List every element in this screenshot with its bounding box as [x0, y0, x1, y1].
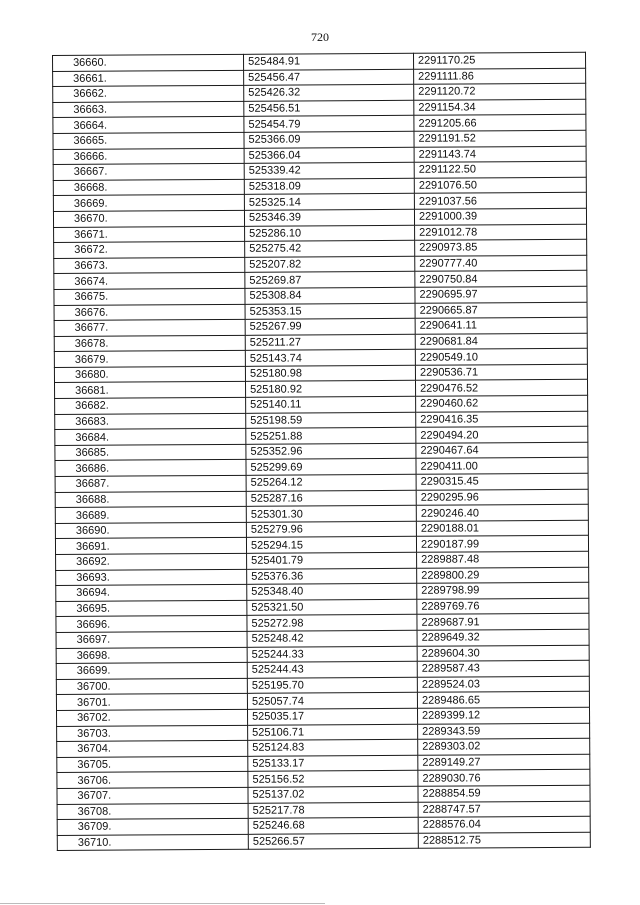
- y-coordinate-cell: 2291000.39: [414, 208, 586, 225]
- point-id-cell: 36678.: [54, 335, 245, 352]
- point-id-cell: 36688.: [55, 491, 246, 508]
- y-coordinate-cell: 2290411.00: [416, 458, 588, 475]
- point-id-cell: 36666.: [53, 148, 244, 165]
- x-coordinate-cell: 525484.91: [243, 53, 413, 70]
- point-id-cell: 36690.: [55, 522, 246, 539]
- y-coordinate-cell: 2290467.64: [416, 442, 588, 459]
- x-coordinate-cell: 525279.96: [246, 521, 416, 538]
- x-coordinate-cell: 525267.99: [245, 318, 415, 335]
- x-coordinate-cell: 525456.47: [244, 69, 414, 86]
- x-coordinate-cell: 525137.02: [248, 786, 418, 803]
- y-coordinate-cell: 2290973.85: [415, 239, 587, 256]
- x-coordinate-cell: 525266.57: [248, 833, 418, 850]
- x-coordinate-cell: 525217.78: [248, 802, 418, 819]
- x-coordinate-cell: 525251.88: [246, 428, 416, 445]
- point-id-cell: 36684.: [55, 429, 246, 446]
- x-coordinate-cell: 525246.68: [248, 817, 418, 834]
- x-coordinate-cell: 525140.11: [246, 396, 416, 413]
- point-id-cell: 36661.: [53, 70, 244, 87]
- point-id-cell: 36686.: [55, 460, 246, 477]
- point-id-cell: 36707.: [57, 787, 248, 804]
- x-coordinate-cell: 525325.14: [244, 194, 414, 211]
- y-coordinate-cell: 2289604.30: [417, 645, 589, 662]
- y-coordinate-cell: 2290750.84: [415, 271, 587, 288]
- page-bottom-edge: [0, 903, 325, 904]
- x-coordinate-cell: 525207.82: [245, 256, 415, 273]
- x-coordinate-cell: 525248.42: [247, 630, 417, 647]
- point-id-cell: 36699.: [56, 662, 247, 679]
- y-coordinate-cell: 2290549.10: [415, 349, 587, 366]
- x-coordinate-cell: 525244.33: [247, 646, 417, 663]
- x-coordinate-cell: 525348.40: [247, 583, 417, 600]
- point-id-cell: 36701.: [56, 694, 247, 711]
- point-id-cell: 36662.: [53, 86, 244, 103]
- y-coordinate-cell: 2290681.84: [415, 333, 587, 350]
- point-id-cell: 36674.: [54, 273, 245, 290]
- point-id-cell: 36702.: [57, 709, 248, 726]
- x-coordinate-cell: 525180.92: [245, 381, 415, 398]
- x-coordinate-cell: 525339.42: [244, 162, 414, 179]
- y-coordinate-cell: 2289343.59: [418, 723, 590, 740]
- y-coordinate-cell: 2288854.59: [418, 785, 590, 802]
- y-coordinate-cell: 2290476.52: [415, 380, 587, 397]
- y-coordinate-cell: 2290665.87: [415, 302, 587, 319]
- y-coordinate-cell: 2290777.40: [415, 255, 587, 272]
- y-coordinate-cell: 2288576.04: [418, 816, 590, 833]
- point-id-cell: 36708.: [57, 803, 248, 820]
- y-coordinate-cell: 2291111.86: [414, 68, 586, 85]
- y-coordinate-cell: 2290460.62: [416, 395, 588, 412]
- y-coordinate-cell: 2288747.57: [418, 801, 590, 818]
- x-coordinate-cell: 525401.79: [247, 552, 417, 569]
- point-id-cell: 36671.: [54, 226, 245, 243]
- x-coordinate-cell: 525426.32: [244, 84, 414, 101]
- y-coordinate-cell: 2290641.11: [415, 317, 587, 334]
- point-id-cell: 36697.: [56, 631, 247, 648]
- x-coordinate-cell: 525106.71: [248, 724, 418, 741]
- y-coordinate-cell: 2290695.97: [415, 286, 587, 303]
- point-id-cell: 36694.: [56, 585, 247, 602]
- y-coordinate-cell: 2291076.50: [414, 177, 586, 194]
- y-coordinate-cell: 2288512.75: [418, 832, 590, 849]
- point-id-cell: 36681.: [55, 382, 246, 399]
- y-coordinate-cell: 2289687.91: [417, 614, 589, 631]
- y-coordinate-cell: 2291205.66: [414, 115, 586, 132]
- point-id-cell: 36677.: [54, 319, 245, 336]
- point-id-cell: 36669.: [53, 195, 244, 212]
- point-id-cell: 36672.: [54, 241, 245, 258]
- point-id-cell: 36676.: [54, 304, 245, 321]
- point-id-cell: 36668.: [53, 179, 244, 196]
- y-coordinate-cell: 2291154.34: [414, 99, 586, 116]
- point-id-cell: 36698.: [56, 647, 247, 664]
- x-coordinate-cell: 525143.74: [245, 350, 415, 367]
- x-coordinate-cell: 525352.96: [246, 443, 416, 460]
- x-coordinate-cell: 525057.74: [247, 693, 417, 710]
- y-coordinate-cell: 2289649.32: [417, 629, 589, 646]
- point-id-cell: 36687.: [55, 475, 246, 492]
- y-coordinate-cell: 2290416.35: [416, 411, 588, 428]
- y-coordinate-cell: 2290315.45: [416, 473, 588, 490]
- point-id-cell: 36680.: [54, 366, 245, 383]
- y-coordinate-cell: 2289769.76: [417, 598, 589, 615]
- y-coordinate-cell: 2291037.56: [414, 193, 586, 210]
- y-coordinate-cell: 2290188.01: [416, 520, 588, 537]
- x-coordinate-cell: 525366.09: [244, 131, 414, 148]
- point-id-cell: 36663.: [53, 101, 244, 118]
- coordinate-table-container: [52, 52, 567, 851]
- y-coordinate-cell: 2289399.12: [417, 707, 589, 724]
- point-id-cell: 36695.: [56, 600, 247, 617]
- y-coordinate-cell: 2290295.96: [416, 489, 588, 506]
- point-id-cell: 36667.: [53, 163, 244, 180]
- x-coordinate-cell: 525321.50: [247, 599, 417, 616]
- y-coordinate-cell: 2289887.48: [417, 551, 589, 568]
- point-id-cell: 36709.: [57, 818, 248, 835]
- x-coordinate-cell: 525211.27: [245, 334, 415, 351]
- x-coordinate-cell: 525299.69: [246, 459, 416, 476]
- y-coordinate-cell: 2289587.43: [417, 660, 589, 677]
- y-coordinate-cell: 2289798.99: [417, 582, 589, 599]
- point-id-cell: 36660.: [53, 54, 244, 71]
- x-coordinate-cell: 525301.30: [246, 506, 416, 523]
- x-coordinate-cell: 525286.10: [245, 225, 415, 242]
- x-coordinate-cell: 525244.43: [247, 661, 417, 678]
- x-coordinate-cell: 525287.16: [246, 490, 416, 507]
- x-coordinate-cell: 525275.42: [245, 240, 415, 257]
- x-coordinate-cell: 525376.36: [247, 568, 417, 585]
- point-id-cell: 36665.: [53, 132, 244, 149]
- x-coordinate-cell: 525133.17: [248, 755, 418, 772]
- x-coordinate-cell: 525294.15: [246, 537, 416, 554]
- x-coordinate-cell: 525156.52: [248, 771, 418, 788]
- page-number: 720: [311, 30, 329, 44]
- point-id-cell: 36696.: [56, 616, 247, 633]
- x-coordinate-cell: 525180.98: [245, 365, 415, 382]
- y-coordinate-cell: 2289800.29: [417, 567, 589, 584]
- y-coordinate-cell: 2289303.02: [418, 738, 590, 755]
- x-coordinate-cell: 525035.17: [248, 708, 418, 725]
- x-coordinate-cell: 525456.51: [244, 100, 414, 117]
- y-coordinate-cell: 2291122.50: [414, 161, 586, 178]
- point-id-cell: 36705.: [57, 756, 248, 773]
- y-coordinate-cell: 2291120.72: [414, 83, 586, 100]
- point-id-cell: 36703.: [57, 725, 248, 742]
- coordinate-table-body: [53, 52, 591, 851]
- point-id-cell: 36693.: [56, 569, 247, 586]
- point-id-cell: 36700.: [56, 678, 247, 695]
- x-coordinate-cell: 525195.70: [247, 677, 417, 694]
- y-coordinate-cell: 2291143.74: [414, 146, 586, 163]
- y-coordinate-cell: 2290536.71: [415, 364, 587, 381]
- y-coordinate-cell: 2291012.78: [415, 224, 587, 241]
- point-id-cell: 36675.: [54, 288, 245, 305]
- y-coordinate-cell: 2291170.25: [413, 52, 585, 69]
- x-coordinate-cell: 525346.39: [244, 209, 414, 226]
- x-coordinate-cell: 525353.15: [245, 303, 415, 320]
- point-id-cell: 36673.: [54, 257, 245, 274]
- x-coordinate-cell: 525198.59: [246, 412, 416, 429]
- point-id-cell: 36682.: [55, 397, 246, 414]
- y-coordinate-cell: 2290246.40: [416, 504, 588, 521]
- y-coordinate-cell: 2291191.52: [414, 130, 586, 147]
- point-id-cell: 36664.: [53, 117, 244, 134]
- x-coordinate-cell: 525124.83: [248, 739, 418, 756]
- coordinate-table: [52, 52, 591, 852]
- x-coordinate-cell: 525366.04: [244, 147, 414, 164]
- point-id-cell: 36685.: [55, 444, 246, 461]
- y-coordinate-cell: 2290494.20: [416, 426, 588, 443]
- point-id-cell: 36706.: [57, 772, 248, 789]
- point-id-cell: 36689.: [55, 507, 246, 524]
- y-coordinate-cell: 2289149.27: [418, 754, 590, 771]
- y-coordinate-cell: 2289030.76: [418, 770, 590, 787]
- point-id-cell: 36704.: [57, 740, 248, 757]
- x-coordinate-cell: 525264.12: [246, 474, 416, 491]
- table-row: [57, 832, 590, 851]
- point-id-cell: 36692.: [56, 553, 247, 570]
- y-coordinate-cell: 2289486.65: [417, 692, 589, 709]
- point-id-cell: 36670.: [53, 210, 244, 227]
- x-coordinate-cell: 525454.79: [244, 116, 414, 133]
- x-coordinate-cell: 525272.98: [247, 615, 417, 632]
- point-id-cell: 36710.: [57, 834, 248, 851]
- x-coordinate-cell: 525308.84: [245, 287, 415, 304]
- y-coordinate-cell: 2289524.03: [417, 676, 589, 693]
- point-id-cell: 36683.: [55, 413, 246, 430]
- x-coordinate-cell: 525318.09: [244, 178, 414, 195]
- point-id-cell: 36679.: [54, 351, 245, 368]
- point-id-cell: 36691.: [55, 538, 246, 555]
- y-coordinate-cell: 2290187.99: [416, 536, 588, 553]
- x-coordinate-cell: 525269.87: [245, 272, 415, 289]
